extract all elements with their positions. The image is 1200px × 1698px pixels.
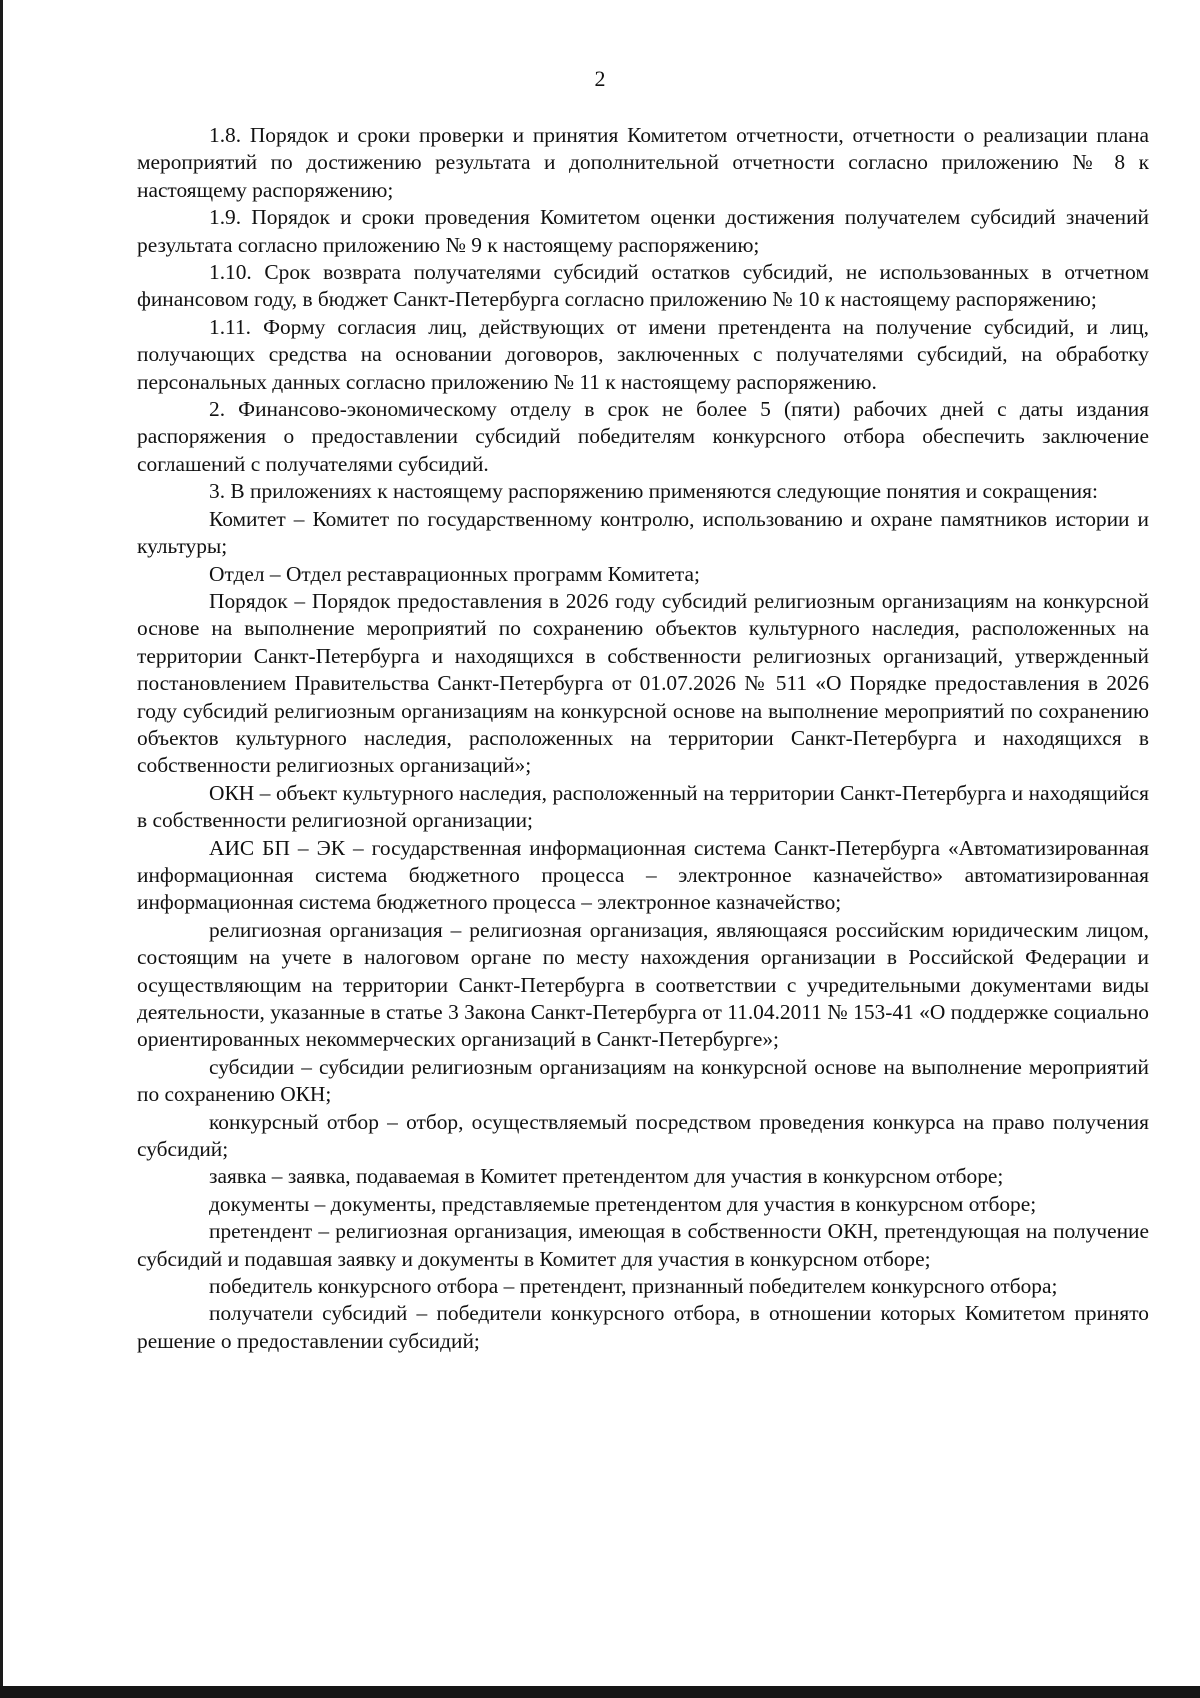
definition-komitet: Комитет – Комитет по государственному контролю, использованию и охране памятников истории и культуры; <box>137 506 1149 559</box>
definition-okn: ОКН – объект культурного наследия, расположенный на территории Санкт-Петербурга и находящийся в собственности религиозной организации; <box>137 780 1149 833</box>
scan-edge-bottom <box>0 1686 1200 1698</box>
definition-ais-bp-ek: АИС БП – ЭК – государственная информационная система Санкт-Петербурга «Автоматизированная информационная система бюджетного процесса – электронное казначейство» автоматизированная информационная система бюджетного процесса – электронное казначейство; <box>137 835 1149 915</box>
paragraph-1-10: 1.10. Срок возврата получателями субсидий остатков субсидий, не использованных в отчетном финансовом году, в бюджет Санкт-Петербурга согласно приложению № 10 к настоящему распоряжению; <box>137 260 1149 312</box>
definition-poryadok: Порядок – Порядок предоставления в 2026 году субсидий религиозным организациям на конкурсной основе на выполнение мероприятий по сохранению объектов культурного наследия, расположенных на территории Санкт-Петербурга и находящихся в собственности религиозных организаций, утвержденный постановлением Правительства Санкт-Петербурга от 01.07.2026 № 511 «О Порядке предоставления в 2026 году субсидий религиозным организациям на конкурсной основе на выполнение мероприятий по сохранению объектов культурного наследия, расположенных на территории Санкт-Петербурга и находящихся в собственности религиозных организаций»; <box>137 588 1149 778</box>
paragraph-1-8: 1.8. Порядок и сроки проверки и принятия Комитетом отчетности, отчетности о реализации плана мероприятий по достижению результата и дополнительной отчетности согласно приложению № 8 к настоящему распоряжению; <box>137 123 1149 202</box>
definition-subsidies: субсидии – субсидии религиозным организациям на конкурсной основе на выполнение мероприятий по сохранению ОКН; <box>137 1054 1149 1107</box>
paragraph-1-9: 1.9. Порядок и сроки проведения Комитетом оценки достижения получателем субсидий значений результата согласно приложению № 9 к настоящему распоряжению; <box>137 205 1149 257</box>
document-body <box>137 122 1149 1355</box>
definition-otdel: Отдел – Отдел реставрационных программ Комитета; <box>209 561 700 586</box>
scan-edge-left <box>0 0 3 1698</box>
paragraph-1-11: 1.11. Форму согласия лиц, действующих от имени претендента на получение субсидий, и лиц, получающих средства на основании договоров, заключенных с получателями субсидий, на обработку персональных данных согласно приложению № 11 к настоящему распоряжению. <box>137 314 1149 394</box>
definition-application: заявка – заявка, подаваемая в Комитет претендентом для участия в конкурсном отборе; <box>209 1164 1004 1189</box>
definition-religious-organization: религиозная организация – религиозная организация, являющаяся российским юридическим лицом, состоящим на учете в налоговом органе по месту нахождения организации в Российской Федерации и осуществляющим на территории Санкт-Петербурга в соответствии с учредительными документами виды деятельности, указанные в статье 3 Закона Санкт-Петербурга от 11.04.2011 № 153-41 «О поддержке социально ориентированных некоммерческих организаций в Санкт-Петербурге»; <box>137 917 1149 1052</box>
definition-applicant: претендент – религиозная организация, имеющая в собственности ОКН, претендующая на получение субсидий и подавшая заявку и документы в Комитет для участия в конкурсном отборе; <box>137 1219 1149 1271</box>
paragraph-2: 2. Финансово-экономическому отделу в срок не более 5 (пяти) рабочих дней с даты издания распоряжения о предоставлении субсидий победителям конкурсного отбора обеспечить заключение соглашений с получателями субсидий. <box>137 397 1149 476</box>
definition-competitive-selection: конкурсный отбор – отбор, осуществляемый посредством проведения конкурса на право получения субсидий; <box>137 1109 1149 1162</box>
paragraph-3: 3. В приложениях к настоящему распоряжению применяются следующие понятия и сокращения: <box>209 479 1098 504</box>
definition-winner: победитель конкурсного отбора – претендент, признанный победителем конкурсного отбора; <box>209 1274 1058 1299</box>
definition-recipients: получатели субсидий – победители конкурсного отбора, в отношении которых Комитетом принято решение о предоставлении субсидий; <box>137 1301 1149 1353</box>
page-number: 2 <box>594 66 606 91</box>
definition-documents: документы – документы, представляемые претендентом для участия в конкурсном отборе; <box>209 1191 1037 1216</box>
